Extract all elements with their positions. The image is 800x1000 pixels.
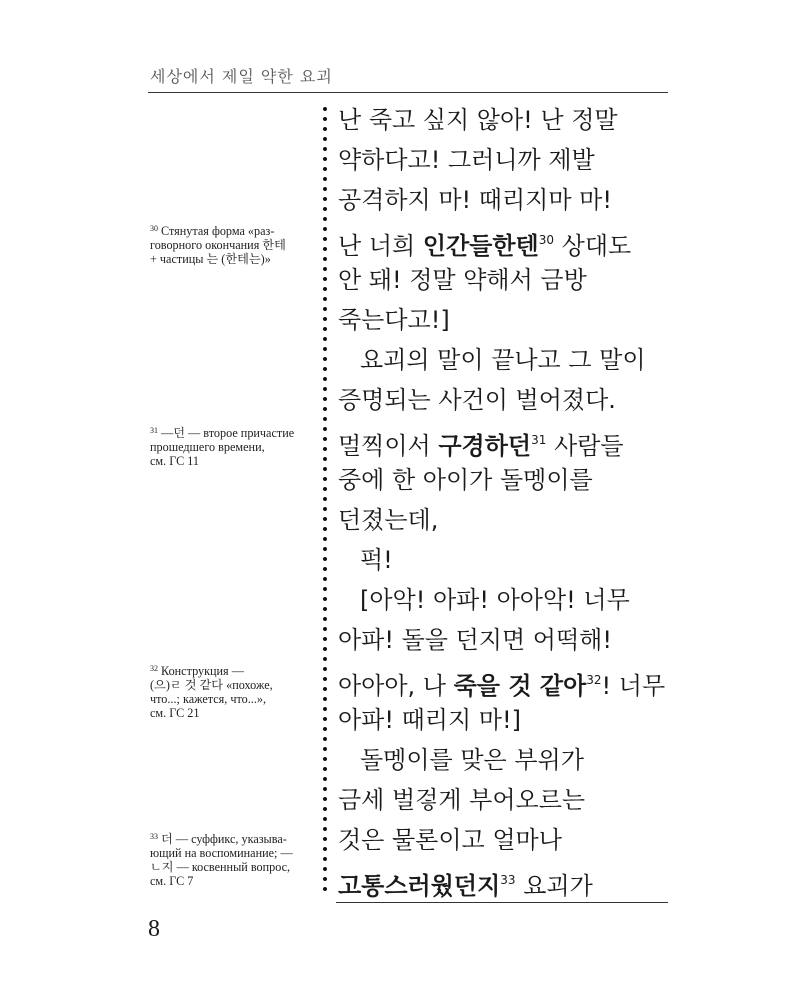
text-segment: 난 너희 (338, 232, 423, 260)
text-line: 것은 물론이고 얼마나 (338, 826, 562, 854)
text-segment: 아아아, 나 (338, 672, 454, 700)
footnote-33 (150, 830, 318, 888)
text-line: 돌멩이를 맞은 부위가 (360, 746, 584, 774)
text-segment: 멀찍이서 (338, 432, 439, 460)
footnote-marker: 32 (586, 673, 602, 687)
text-line: 약하다고! 그러니까 제발 (338, 146, 595, 174)
text-line: [아악! 아파! 아아악! 너무 (360, 586, 630, 614)
text-line (338, 220, 668, 260)
glossed-word: 고통스러웠던지 (338, 872, 501, 900)
text-line: 증명되는 사건이 벌어졌다. (338, 386, 616, 414)
text-segment: ! 너무 (601, 672, 666, 700)
footnote-32 (150, 662, 318, 720)
footnote-number: 31 (150, 426, 158, 435)
text-line: 요괴의 말이 끝나고 그 말이 (360, 346, 646, 374)
page-header (148, 60, 668, 93)
text-segment: 상대도 (554, 232, 632, 260)
footnote-30 (150, 222, 318, 266)
footnote-text: ㄴ지 — косвенный вопрос, (150, 860, 291, 874)
glossed-word: 인간들한텐 (422, 232, 539, 260)
footnote-31 (150, 424, 318, 468)
footnote-text: Конструкция — (158, 664, 244, 678)
text-line: 퍽! (360, 546, 393, 574)
glossed-word: 죽을 것 같아 (453, 672, 587, 700)
text-line (338, 660, 668, 700)
glossed-word: 구경하던 (438, 432, 532, 460)
footnote-marker: 33 (500, 873, 516, 887)
text-line: 안 돼! 정말 약해서 금방 (338, 266, 587, 294)
footnote-text: ющий на воспоминание; — (150, 846, 293, 860)
footnote-text: прошедшего времени, (150, 440, 265, 454)
footnote-number: 32 (150, 664, 158, 673)
text-line: 아파! 돌을 던지면 어떡해! (338, 626, 612, 654)
footnote-text: —던 — второе причастие (158, 426, 295, 440)
page-number: 8 (148, 916, 160, 942)
text-line (338, 860, 668, 900)
footnote-text: см. ГС 11 (150, 454, 200, 468)
text-line: 금세 벌겋게 부어오르는 (338, 786, 586, 814)
footnote-text: что...; кажется, что...», (150, 692, 267, 706)
text-segment: 사람들 (546, 432, 624, 460)
text-line: 던졌는데, (338, 506, 439, 534)
main-text (338, 100, 668, 900)
text-line: 아파! 때리지 마!] (338, 706, 521, 734)
text-line: 죽는다고!] (338, 306, 450, 334)
footnote-text: говорного окончания 한테 (150, 238, 286, 252)
bottom-rule (336, 902, 668, 903)
text-line: 중에 한 아이가 돌멩이를 (338, 466, 593, 494)
footnote-text: Стянутая форма «раз- (158, 224, 275, 238)
text-line: 난 죽고 싶지 않아! 난 정말 (338, 106, 618, 134)
footnote-text: см. ГС 7 (150, 874, 194, 888)
footnote-marker: 30 (538, 233, 555, 247)
footnote-text: (으)ㄹ 것 같다 «похоже, (150, 678, 273, 692)
footnote-text: + частицы 는 (한테는)» (150, 252, 271, 266)
text-line (338, 420, 668, 460)
text-segment: 요괴가 (515, 872, 593, 900)
footnote-text: см. ГС 21 (150, 706, 200, 720)
dotted-column-divider (322, 104, 328, 894)
footnote-number: 33 (150, 832, 158, 841)
text-line: 공격하지 마! 때리지마 마! (338, 186, 612, 214)
footnote-text: 더 — суффикс, указыва- (158, 832, 287, 846)
footnote-marker: 31 (531, 433, 547, 447)
header-title: 세상에서 제일 약한 요괴 (150, 67, 333, 86)
footnote-number: 30 (150, 224, 158, 233)
